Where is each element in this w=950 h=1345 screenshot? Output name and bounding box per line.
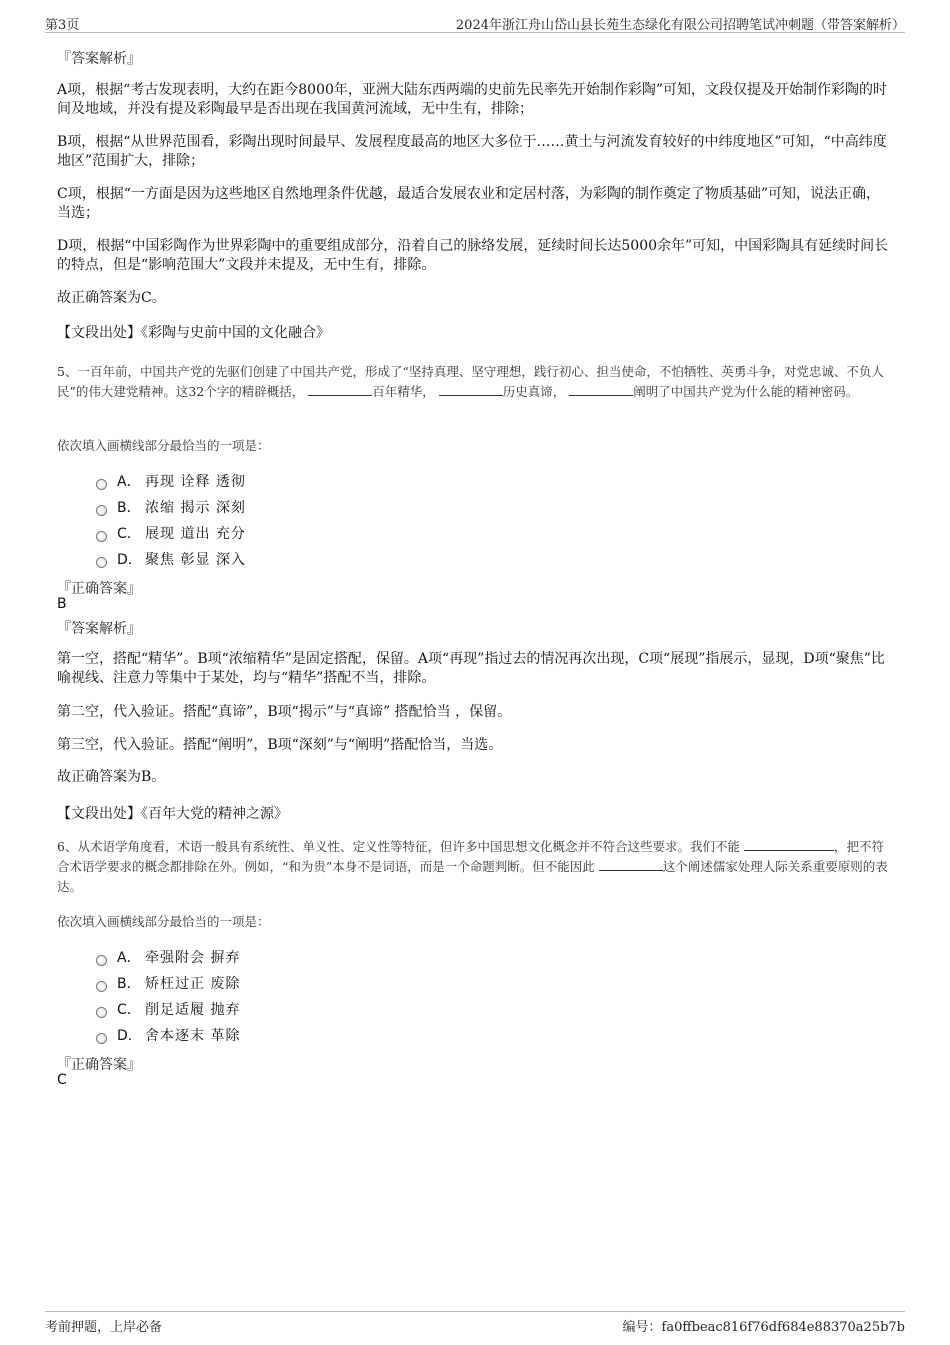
q5-analysis-label: 『答案解析』 xyxy=(57,621,141,637)
radio-icon[interactable] xyxy=(96,557,107,568)
footer-slogan: 考前押题，上岸必备 xyxy=(45,1320,163,1335)
q5-source: 【文段出处】《百年大党的精神之源》 xyxy=(57,806,288,822)
q5-stem-part1: 5、一百年前，中国共产党的先驱们创建了中国共产党，形成了“坚持真理、坚守理想，践行初心、担当使命，不怕牺牲、英勇斗争，对党忠诚、不负人民”的伟大建党精神。这32个字的精辟概括， xyxy=(57,364,884,399)
q5-option-c[interactable]: C． 展现 道出 充分 xyxy=(96,523,246,543)
radio-icon[interactable] xyxy=(96,1007,107,1018)
q5-analysis-3: 第三空，代入验证。搭配“阐明”，B项“深刻”与“阐明”搭配恰当，当选。 xyxy=(57,737,503,753)
page-number: 第3页 xyxy=(45,18,80,33)
radio-icon[interactable] xyxy=(96,479,107,490)
page-footer xyxy=(45,1311,905,1335)
document-id: 编号：fa0ffbeac816f76df684e88370a25b7b xyxy=(622,1320,905,1335)
q6-stem xyxy=(57,837,893,897)
q5-answer-label: 『正确答案』 xyxy=(57,581,141,597)
q5-blank-1 xyxy=(308,383,372,396)
radio-icon[interactable] xyxy=(96,505,107,516)
q5-stem-part2: 百年精华， xyxy=(372,384,435,399)
radio-icon[interactable] xyxy=(96,531,107,542)
page-header xyxy=(45,14,905,33)
radio-icon[interactable] xyxy=(96,955,107,966)
q5-blank-3 xyxy=(569,383,633,396)
q5-stem-part3: 历史真谛， xyxy=(502,384,566,399)
q4-analysis-d: D项，根据“中国彩陶作为世界彩陶中的重要组成部分，沿着自己的脉络发展，延续时间长达5000余年”可知，中国彩陶具有延续时间长的特点，但是“影响范围大”文段并未提及，无中生有，排除。 xyxy=(57,238,889,273)
q4-analysis-b: B项，根据“从世界范围看，彩陶出现时间最早、发展程度最高的地区大多位于……黄土与河流发育较好的中纬度地区”可知，“中高纬度地区”范围扩大，排除； xyxy=(57,134,887,169)
q6-stem-part1: 6、从术语学角度看，术语一般具有系统性、单义性、定义性等特征，但许多中国思想文化概念并不符合这些要求。我们不能 xyxy=(57,839,740,854)
q6-option-c[interactable]: C． 削足适履 抛弃 xyxy=(96,999,240,1019)
q6-option-d[interactable]: D． 舍本逐末 革除 xyxy=(96,1025,240,1045)
document-title: 2024年浙江舟山岱山县长苑生态绿化有限公司招聘笔试冲刺题（带答案解析） xyxy=(455,18,905,33)
q5-instruction: 依次填入画横线部分最恰当的一项是： xyxy=(57,438,270,453)
q5-analysis-1: 第一空，搭配“精华”。B项“浓缩精华”是固定搭配，保留。A项“再现”指过去的情况再次出现，C项“展现”指展示，显现，D项“聚焦”比喻视线、注意力等集中于某处，均与“精华”搭配不当，排除。 xyxy=(57,651,885,686)
q4-analysis-label: 『答案解析』 xyxy=(57,51,141,67)
q6-stem-part2: ，把不符合术语学要求的概念都排除在外。例如，“和为贵”本身不是词语，而是一个命题判断。但不能因此 xyxy=(57,839,884,874)
q4-analysis-a: A项，根据“考古发现表明，大约在距今8000年，亚洲大陆东西两端的史前先民率先开始制作彩陶”可知，文段仅提及开始制作彩陶的时间及地域，并没有提及彩陶最早是否出现在我国黄河流域，无中生有，排除； xyxy=(57,82,888,117)
q6-answer: C xyxy=(57,1072,67,1088)
q6-blank-1 xyxy=(744,838,834,851)
radio-icon[interactable] xyxy=(96,981,107,992)
q6-blank-2 xyxy=(599,858,663,871)
q5-option-d[interactable]: D． 聚焦 彰显 深入 xyxy=(96,549,246,569)
q5-stem xyxy=(57,362,893,402)
radio-icon[interactable] xyxy=(96,1033,107,1044)
q5-option-a[interactable]: A． 再现 诠释 透彻 xyxy=(96,471,246,491)
q6-instruction: 依次填入画横线部分最恰当的一项是： xyxy=(57,914,270,929)
q4-source: 【文段出处】《彩陶与史前中国的文化融合》 xyxy=(57,325,330,341)
q6-option-a[interactable]: A． 牵强附会 摒弃 xyxy=(96,947,240,967)
q5-analysis-2: 第二空，代入验证。搭配“真谛”，B项“揭示”与“真谛” 搭配恰当 ，保留。 xyxy=(57,704,512,720)
q6-answer-label: 『正确答案』 xyxy=(57,1057,141,1073)
q5-answer: B xyxy=(57,596,67,612)
q5-blank-2 xyxy=(439,383,503,396)
q6-stem-part3: 这个阐述儒家处理人际关系重要原则的表达。 xyxy=(57,859,888,894)
q6-option-b[interactable]: B． 矫枉过正 废除 xyxy=(96,973,240,993)
q5-stem-part4: 阐明了中国共产党为什么能的精神密码。 xyxy=(633,384,859,399)
q5-option-b[interactable]: B． 浓缩 揭示 深刻 xyxy=(96,497,246,517)
q5-conclusion: 故正确答案为B。 xyxy=(57,769,166,785)
q4-analysis-c: C项，根据“一方面是因为这些地区自然地理条件优越，最适合发展农业和定居村落，为彩陶的制作奠定了物质基础”可知，说法正确，当选； xyxy=(57,186,881,221)
q4-conclusion: 故正确答案为C。 xyxy=(57,290,166,306)
